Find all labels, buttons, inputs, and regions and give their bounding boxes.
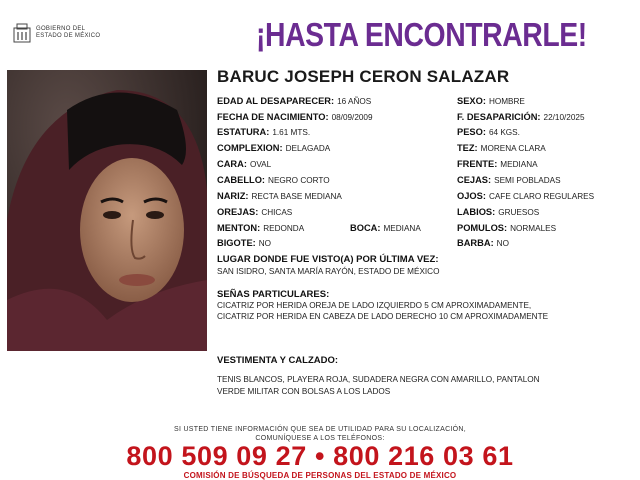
field-label: CEJAS: [457,175,492,185]
field-label: OREJAS: [217,207,259,217]
particular-marks-line-2: CICATRIZ POR HERIDA EN CABEZA DE LADO DERECHO 10 CM APROXIMADAMENTE [217,312,549,321]
field-value: HOMBRE [488,97,525,106]
field-pomulos [457,223,556,233]
portrait-illustration [7,70,207,351]
last-seen-title: LUGAR DONDE FUE VISTO(A) POR ÚLTIMA VEZ: [217,254,439,265]
logo-line-1: GOBIERNO DEL [36,26,86,32]
field-value: OVAL [249,160,272,169]
field-value: NO [496,239,509,248]
field-cara [217,159,271,169]
field-bigote [217,238,271,248]
field-value: DELAGADA [285,144,331,153]
field-complexion [217,143,330,153]
field-label: POMULOS: [457,223,508,233]
field-label: OJOS: [457,191,486,201]
missing-person-photo [7,70,207,351]
field-value: MEDIANA [383,224,421,233]
clothing-line-2: VERDE MILITAR CON BOLSAS A LOS LADOS [217,387,391,396]
particular-marks-line-1: CICATRIZ POR HERIDA OREJA DE LADO IZQUIERDO 5 CM APROXIMADAMENTE, [217,301,532,310]
field-value: MORENA CLARA [480,144,546,153]
field-boca [350,223,421,233]
field-label: PESO: [457,127,486,137]
field-menton [217,223,304,233]
clothing-title: VESTIMENTA Y CALZADO: [217,355,339,366]
field-value: 22/10/2025 [543,113,585,122]
field-label: LABIOS: [457,207,496,217]
field-label: CARA: [217,159,247,169]
field-label: EDAD AL DESAPARECER: [217,96,335,106]
field-peso [457,127,520,137]
field-cabello [217,175,330,185]
field-nariz [217,191,342,201]
state-crest-icon [12,22,32,44]
phone-numbers: 800 509 09 27 • 800 216 03 61 [126,441,514,471]
person-name: BARUC JOSEPH CERON SALAZAR [217,67,510,86]
field-label: NARIZ: [217,191,249,201]
field-value: CAFE CLARO REGULARES [488,192,595,201]
state-government-logo [12,22,122,44]
field-value: NO [258,239,272,248]
logo-line-2: ESTADO DE MÉXICO [36,33,101,39]
field-label: COMPLEXION: [217,143,283,153]
field-label: BARBA: [457,238,494,248]
field-label: CABELLO: [217,175,266,185]
field-value: NEGRO CORTO [268,176,330,185]
field-label: FRENTE: [457,159,498,169]
field-label: FECHA DE NACIMIENTO: [217,112,329,122]
field-value: SEMI POBLADAS [494,176,561,185]
field-fecha-nacimiento [217,112,373,122]
field-frente [457,159,538,169]
field-tez [457,143,546,153]
field-value: NORMALES [510,224,557,233]
last-seen-text: SAN ISIDRO, SANTA MARÍA RAYÓN, ESTADO DE MÉXICO [217,267,440,276]
contact-note-line-1: SI USTED TIENE INFORMACIÓN QUE SEA DE UTILIDAD PARA SU LOCALIZACIÓN, [173,426,467,433]
field-value: GRUESOS [498,208,540,217]
clothing-line-1: TENIS BLANCOS, PLAYERA ROJA, SUDADERA NEGRA CON AMARILLO, PANTALON [217,375,540,384]
field-value: REDONDA [263,224,305,233]
field-value: 64 KGS. [488,128,520,137]
commission-name: COMISIÓN DE BÚSQUEDA DE PERSONAS DEL ESTADO DE MÉXICO [183,471,457,480]
field-label: SEXO: [457,96,486,106]
field-value: MEDIANA [500,160,538,169]
field-label: F. DESAPARICIÓN: [457,112,541,122]
field-label: ESTATURA: [217,127,270,137]
field-value: 1.61 MTS. [272,128,311,137]
field-label: BOCA: [350,223,381,233]
field-sexo [457,96,525,106]
field-value: RECTA BASE MEDIANA [251,192,342,201]
field-value: 16 AÑOS [337,97,372,106]
field-label: TEZ: [457,143,478,153]
field-ojos [457,191,594,201]
headline: ¡HASTA ENCONTRARLE! [256,16,587,53]
field-cejas [457,175,561,185]
field-label: MENTON: [217,223,261,233]
field-label: BIGOTE: [217,238,256,248]
field-edad [217,96,371,106]
field-barba [457,238,509,248]
particular-marks-title: SEÑAS PARTICULARES: [217,289,330,300]
contact-note-line-2: COMUNÍQUESE A LOS TELÉFONOS: [255,435,385,442]
field-estatura [217,127,310,137]
field-labios [457,207,539,217]
field-value: 08/09/2009 [331,113,373,122]
field-orejas [217,207,292,217]
field-fecha-desaparicion [457,112,585,122]
field-value: CHICAS [261,208,293,217]
